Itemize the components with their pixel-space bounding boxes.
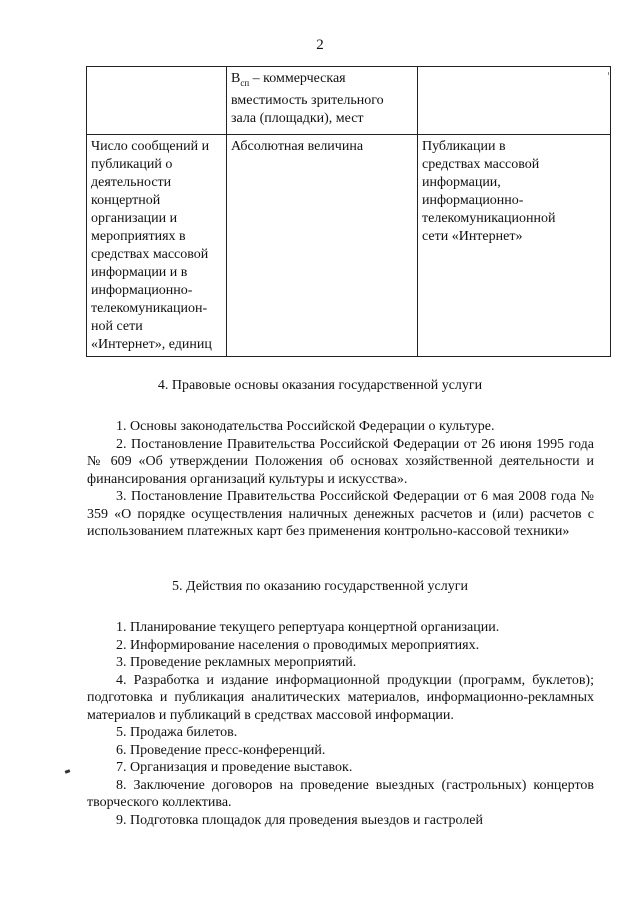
list-item: 2. Информирование населения о проводимых мероприятиях.: [116, 637, 480, 653]
section-5-list: [87, 619, 594, 829]
cell-text: Публикации в средствах массовой информации, информационно- телекомуникационной сети «Интернет»: [422, 139, 556, 244]
table-cell: [227, 67, 418, 135]
table-row: [87, 135, 611, 357]
table-cell: [418, 67, 611, 135]
list-item: 3. Проведение рекламных мероприятий.: [116, 655, 357, 670]
table-cell: [87, 135, 227, 357]
section-4-list: [87, 418, 594, 541]
page-number: 2: [316, 37, 324, 53]
list-item: 1. Основы законодательства Российской Федерации о культуре.: [116, 419, 495, 434]
list-item: 3. Постановление Правительства Российской Федерации от 6 мая 2008 года № 359 «О порядке осуществления наличных денежных расчетов и (или) расчетов с использованием платежных карт без применения контрольно-кассовой техники»: [87, 489, 594, 539]
scan-mark: [65, 769, 71, 774]
cell-text: Абсолютная величина: [231, 139, 364, 154]
cell-text: Число сообщений и публикаций о деятельности концертной организации и мероприятиях в средствах массовой информации и в информационно- телекомуникацион- ной сети «Интернет», единиц: [91, 139, 212, 352]
list-item: 7. Организация и проведение выставок.: [116, 760, 353, 775]
indicator-table: [86, 66, 611, 357]
table-cell: [227, 135, 418, 357]
table-cell: [418, 135, 611, 357]
list-item: 8. Заключение договоров на проведение выездных (гастрольных) концертов творческого коллектива.: [87, 777, 594, 810]
cell-text: – коммерческая вместимость зрительного зала (площадки), мест: [231, 71, 384, 126]
cell-prefix: B: [231, 71, 241, 86]
list-item: 6. Проведение пресс-конференций.: [116, 742, 326, 758]
cell-subscript: сп: [240, 77, 250, 88]
scan-mark: [608, 72, 609, 75]
section-5-heading: 5. Действия по оказанию государственной услуги: [172, 579, 468, 594]
section-4-heading: 4. Правовые основы оказания государственной услуги: [157, 378, 483, 393]
list-item: 1. Планирование текущего репертуара концертной организации.: [116, 620, 500, 635]
table-cell: [87, 67, 227, 135]
list-item: 9. Подготовка площадок для проведения выездов и гастролей: [116, 812, 484, 828]
list-item: 2. Постановление Правительства Российской Федерации от 26 июня 1995 года № 609 «Об утверждении Положения об основах хозяйственной деятельности и финансирования организаций культуры и искусства».: [87, 436, 594, 487]
table-row: [87, 67, 611, 135]
list-item: 5. Продажа билетов.: [116, 725, 238, 740]
list-item: 4. Разработка и издание информационной продукции (программ, буклетов); подготовка и публикация аналитических материалов, информационно-рекламных материалов и публикаций в средствах массовой информации.: [87, 672, 594, 723]
